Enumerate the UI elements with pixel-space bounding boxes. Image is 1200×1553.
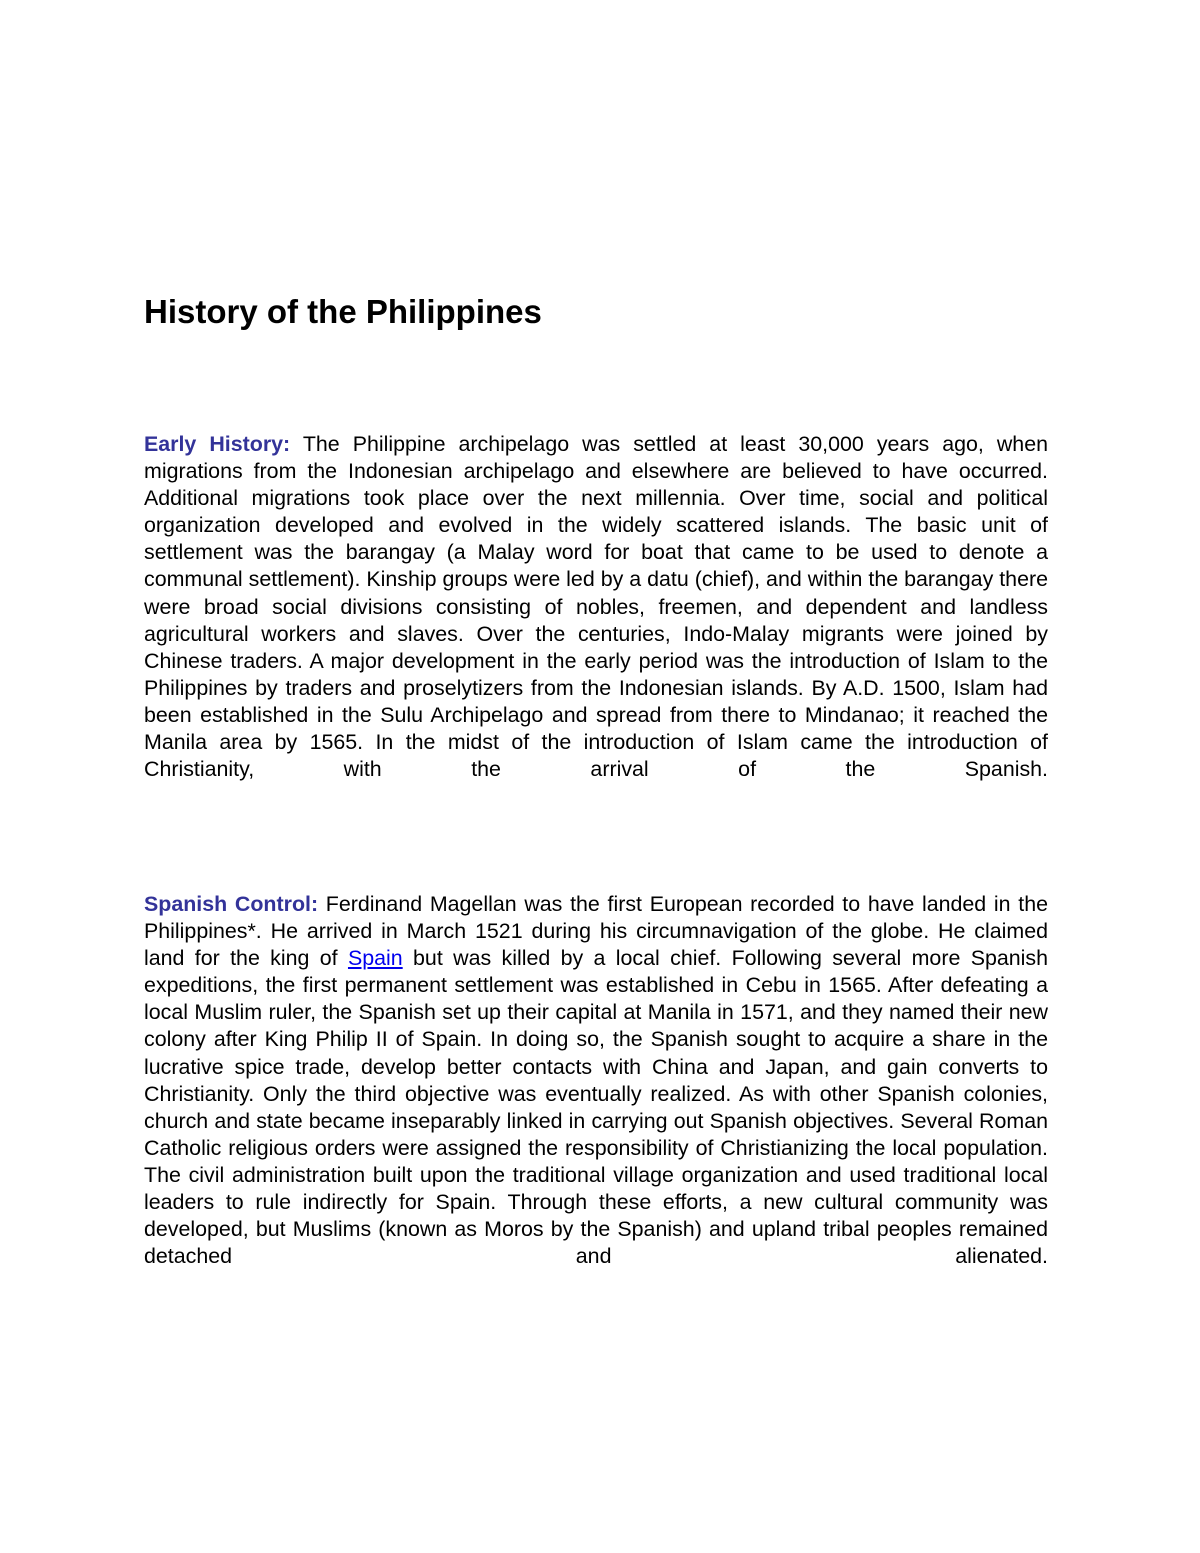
section-early-history	[144, 431, 1048, 783]
section-body-early-history: The Philippine archipelago was settled at least 30,000 years ago, when migrations from the Indonesian archipelago and elsewhere are believed to have occurred. Additional migrations took place over the next millennia. Over time, social and political organization developed and evolved in the widely scattered islands. The basic unit of settlement was the barangay (a Malay word for boat that came to be used to denote a communal settlement). Kinship groups were led by a datu (chief), and within the barangay there were broad social divisions consisting of nobles, freemen, and dependent and landless agricultural workers and slaves. Over the centuries, Indo-Malay migrants were joined by Chinese traders. A major development in the early period was the introduction of Islam to the Philippines by traders and proselytizers from the Indonesian islands. By A.D. 1500, Islam had been established in the Sulu Archipelago and spread from there to Mindanao; it reached the Manila area by 1565. In the midst of the introduction of Islam came the introduction of Christianity, with the arrival of the Spanish.	[144, 432, 1048, 782]
section-heading-spanish-control: Spanish Control:	[144, 892, 319, 916]
section-body-spanish-control-part1: Ferdinand Magellan was the first European recorded to have landed in the Philippines*. He arrived in March 1521 during his circumnavigation of the globe. He claimed land for the king of	[144, 892, 1048, 971]
spain-link[interactable]: Spain	[347, 946, 403, 971]
section-body-spanish-control-part2: but was killed by a local chief. Following several more Spanish expeditions, the first permanent settlement was established in Cebu in 1565. After defeating a local Muslim ruler, the Spanish set up their capital at Manila in 1571, and they named their new colony after King Philip II of Spain. In doing so, the Spanish sought to acquire a share in the lucrative spice trade, develop better contacts with China and Japan, and gain converts to Christianity. Only the third objective was eventually realized. As with other Spanish colonies, church and state became inseparably linked in carrying out Spanish objectives. Several Roman Catholic religious orders were assigned the responsibility of Christianizing the local population. The civil administration built upon the traditional village organization and used traditional local leaders to rule indirectly for Spain. Through these efforts, a new cultural community was developed, but Muslims (known as Moros by the Spanish) and upland tribal peoples remained detached and alienated.	[144, 946, 1048, 1269]
page-title: History of the Philippines	[144, 293, 542, 330]
section-spanish-control	[144, 891, 1048, 1270]
section-heading-early-history: Early History:	[144, 432, 291, 456]
